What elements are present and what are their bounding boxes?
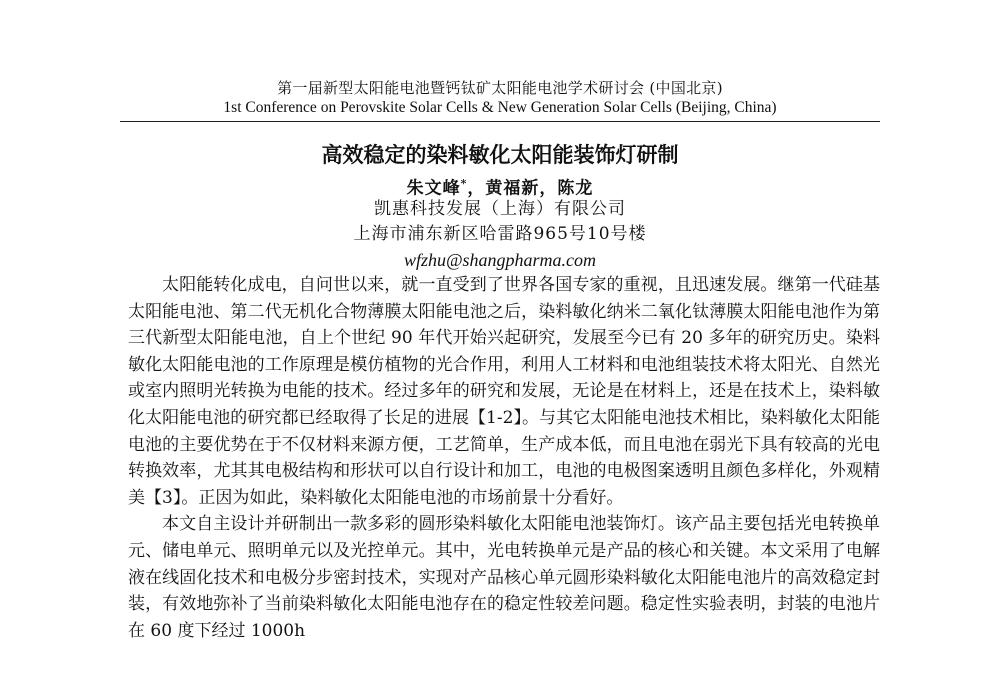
corresponding-author: 朱文峰: [406, 178, 461, 199]
corresponding-author-mark: *: [460, 177, 468, 190]
conference-header: [0, 78, 1000, 118]
body-paragraph-2: 本文自主设计并研制出一款多彩的圆形染料敏化太阳能电池装饰灯。该产品主要包括光电转换单元、储电单元、照明单元以及光控单元。其中，光电转换单元是产品的核心和关键。本文采用了电解液在线固化技术和电极分步密封技术，实现对产品核心单元圆形染料敏化太阳能电池片的高效稳定封装，有效地弥补了当前染料敏化太阳能电池存在的稳定性较差问题。稳定性实验表明，封装的电池片在 60 度下经过 1000h: [128, 514, 880, 641]
conference-title-english: 1st Conference on Perovskite Solar Cells & New Generation Solar Cells (Beijing, China): [223, 99, 777, 116]
paper-body: [128, 272, 880, 644]
affiliation-company: 凯惠科技发展（上海）有限公司: [374, 199, 626, 219]
paper-title: 高效稳定的染料敏化太阳能装饰灯研制: [321, 143, 679, 167]
body-paragraph-1: 太阳能转化成电，自问世以来，就一直受到了世界各国专家的重视，且迅速发展。继第一代硅基太阳能电池、第二代无机化合物薄膜太阳能电池之后，染料敏化纳米二氧化钛薄膜太阳能电池作为第三代新型太阳能电池，自上个世纪 90 年代开始兴起研究，发展至今已有 20 多年的研究历史。染料敏化太阳能电池的工作原理是模仿植物的光合作用，利用人工材料和电池组装技术将太阳光、自然光或室内照明光转换为电能的技术。经过多年的研究和发展，无论是在材料上，还是在技术上，染料敏化太阳能电池的研究都已经取得了长足的进展【1-2】。与其它太阳能电池技术相比，染料敏化太阳能电池的主要优势在于不仅材料来源方便，工艺简单，生产成本低，而且电池在弱光下具有较高的光电转换效率，尤其其电极结构和形状可以自行设计和加工，电池的电极图案透明且颜色多样化，外观精美【3】。正因为如此，染料敏化太阳能电池的市场前景十分看好。: [128, 275, 880, 508]
conference-title-chinese: 第一届新型太阳能电池暨钙钛矿太阳能电池学术研讨会 (中国北京): [277, 79, 723, 97]
co-authors: ，黄福新，陈龙: [467, 178, 594, 199]
header-divider: [120, 121, 880, 122]
contact-email: wfzhu@shangpharma.com: [403, 250, 597, 270]
affiliation-address: 上海市浦东新区哈雷路965号10号楼: [353, 224, 647, 244]
